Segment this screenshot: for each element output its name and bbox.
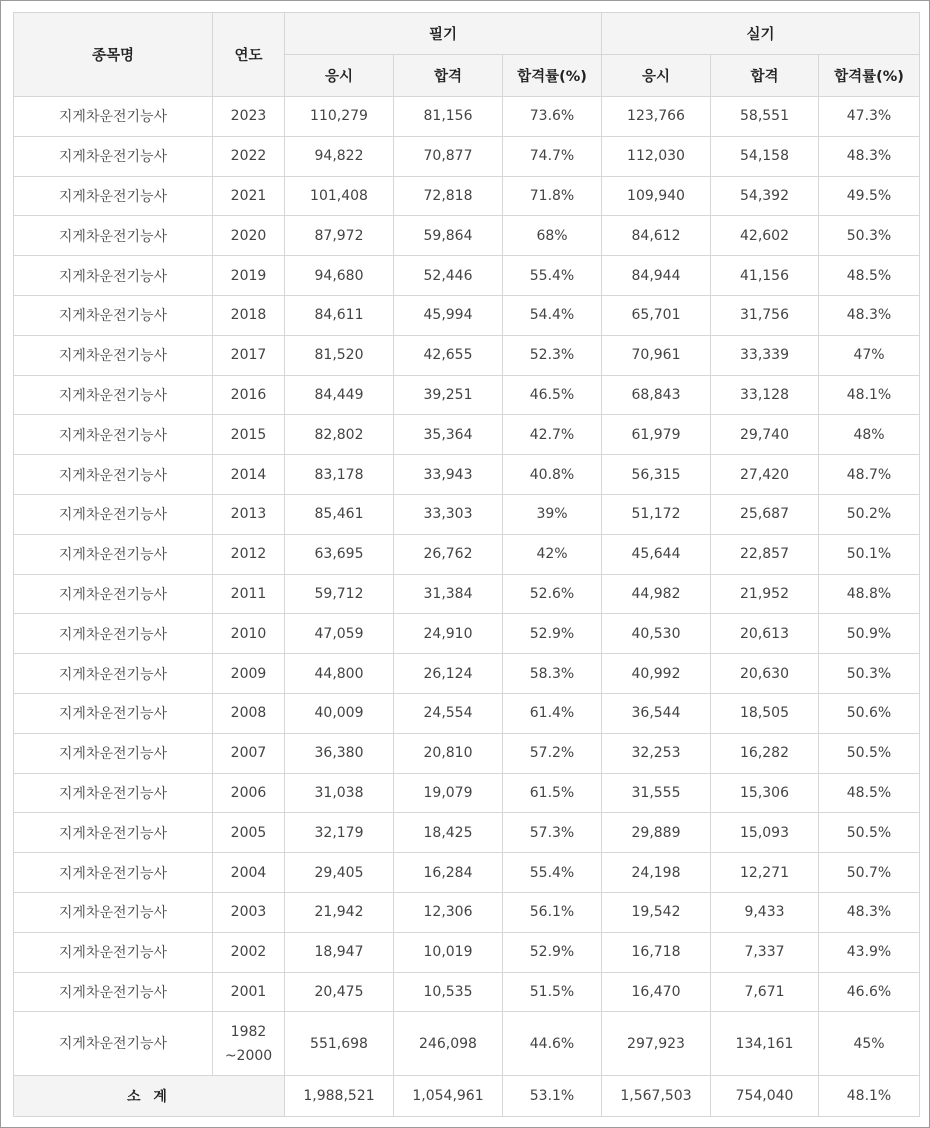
table-row	[14, 375, 920, 415]
year-cell: 1982 ~2000	[213, 1012, 285, 1076]
year-cell: 2002	[213, 932, 285, 972]
year-cell: 2017	[213, 335, 285, 375]
practical-pass-rate-cell: 48%	[819, 415, 920, 455]
written-pass-rate-cell: 52.3%	[503, 335, 602, 375]
practical-passed-cell: 21,952	[711, 574, 819, 614]
written-applied-cell: 47,059	[285, 614, 394, 654]
item-name-cell: 지게차운전기능사	[14, 654, 213, 694]
practical-pass-rate-cell: 48.1%	[819, 375, 920, 415]
practical-pass-rate-cell: 47%	[819, 335, 920, 375]
practical-passed-cell: 12,271	[711, 853, 819, 893]
written-pass-rate-cell: 55.4%	[503, 853, 602, 893]
practical-applied-cell: 61,979	[602, 415, 711, 455]
written-pass-rate-cell: 46.5%	[503, 375, 602, 415]
item-name-cell: 지게차운전기능사	[14, 972, 213, 1012]
written-applied-cell: 82,802	[285, 415, 394, 455]
written-applied-cell: 31,038	[285, 773, 394, 813]
written-pass-rate-cell: 44.6%	[503, 1012, 602, 1076]
item-name-cell: 지게차운전기능사	[14, 97, 213, 137]
written-applied-cell: 63,695	[285, 534, 394, 574]
header-written: 필기	[285, 13, 602, 55]
written-pass-rate-cell: 52.6%	[503, 574, 602, 614]
practical-pass-rate-cell: 43.9%	[819, 932, 920, 972]
practical-passed-cell: 15,093	[711, 813, 819, 853]
year-cell: 2016	[213, 375, 285, 415]
table-row	[14, 733, 920, 773]
header-practical-pass-rate: 합격률(%)	[819, 55, 920, 97]
practical-pass-rate-cell: 47.3%	[819, 97, 920, 137]
year-cell: 2021	[213, 176, 285, 216]
practical-pass-rate-cell: 50.1%	[819, 534, 920, 574]
written-pass-rate-cell: 55.4%	[503, 256, 602, 296]
table-row	[14, 892, 920, 932]
written-applied-cell: 29,405	[285, 853, 394, 893]
item-name-cell: 지게차운전기능사	[14, 375, 213, 415]
item-name-cell: 지게차운전기능사	[14, 534, 213, 574]
written-passed-cell: 16,284	[394, 853, 503, 893]
practical-pass-rate-cell: 50.5%	[819, 813, 920, 853]
written-passed-cell: 81,156	[394, 97, 503, 137]
year-cell: 2004	[213, 853, 285, 893]
table-row	[14, 654, 920, 694]
item-name-cell: 지게차운전기능사	[14, 853, 213, 893]
total-row	[14, 1076, 920, 1117]
written-passed-cell: 45,994	[394, 295, 503, 335]
practical-passed-cell: 33,128	[711, 375, 819, 415]
practical-applied-cell: 70,961	[602, 335, 711, 375]
header-practical: 실기	[602, 13, 920, 55]
written-pass-rate-cell: 56.1%	[503, 892, 602, 932]
table-row	[14, 455, 920, 495]
item-name-cell: 지게차운전기능사	[14, 773, 213, 813]
written-pass-rate-cell: 61.5%	[503, 773, 602, 813]
table-row	[14, 574, 920, 614]
table-row	[14, 693, 920, 733]
year-cell: 2013	[213, 494, 285, 534]
practical-pass-rate-cell: 50.3%	[819, 216, 920, 256]
practical-pass-rate-cell: 50.9%	[819, 614, 920, 654]
practical-pass-rate-cell: 48.3%	[819, 892, 920, 932]
header-written-pass-rate: 합격률(%)	[503, 55, 602, 97]
item-name-cell: 지게차운전기능사	[14, 932, 213, 972]
written-applied-cell: 94,680	[285, 256, 394, 296]
header-written-applied: 응시	[285, 55, 394, 97]
exam-statistics-table	[13, 12, 920, 1117]
table-row	[14, 972, 920, 1012]
practical-passed-cell: 25,687	[711, 494, 819, 534]
header-practical-applied: 응시	[602, 55, 711, 97]
item-name-cell: 지게차운전기능사	[14, 1012, 213, 1076]
written-pass-rate-cell: 73.6%	[503, 97, 602, 137]
item-name-cell: 지게차운전기능사	[14, 256, 213, 296]
total-written-applied: 1,988,521	[285, 1076, 394, 1117]
year-cell: 2007	[213, 733, 285, 773]
total-practical-applied: 1,567,503	[602, 1076, 711, 1117]
practical-passed-cell: 15,306	[711, 773, 819, 813]
practical-pass-rate-cell: 45%	[819, 1012, 920, 1076]
practical-applied-cell: 109,940	[602, 176, 711, 216]
practical-passed-cell: 42,602	[711, 216, 819, 256]
total-practical-pass-rate: 48.1%	[819, 1076, 920, 1117]
practical-applied-cell: 84,944	[602, 256, 711, 296]
year-cell: 2003	[213, 892, 285, 932]
year-cell: 2006	[213, 773, 285, 813]
practical-applied-cell: 36,544	[602, 693, 711, 733]
table-row	[14, 256, 920, 296]
written-applied-cell: 84,449	[285, 375, 394, 415]
written-passed-cell: 26,124	[394, 654, 503, 694]
practical-applied-cell: 112,030	[602, 136, 711, 176]
practical-applied-cell: 44,982	[602, 574, 711, 614]
written-applied-cell: 44,800	[285, 654, 394, 694]
practical-passed-cell: 20,613	[711, 614, 819, 654]
practical-passed-cell: 54,392	[711, 176, 819, 216]
practical-applied-cell: 56,315	[602, 455, 711, 495]
total-label: 소 계	[14, 1076, 285, 1117]
year-cell: 2012	[213, 534, 285, 574]
item-name-cell: 지게차운전기능사	[14, 455, 213, 495]
item-name-cell: 지게차운전기능사	[14, 574, 213, 614]
item-name-cell: 지게차운전기능사	[14, 415, 213, 455]
practical-passed-cell: 31,756	[711, 295, 819, 335]
practical-pass-rate-cell: 48.8%	[819, 574, 920, 614]
year-cell: 2010	[213, 614, 285, 654]
practical-passed-cell: 18,505	[711, 693, 819, 733]
written-pass-rate-cell: 51.5%	[503, 972, 602, 1012]
table-row	[14, 295, 920, 335]
year-cell: 2009	[213, 654, 285, 694]
table-row	[14, 813, 920, 853]
written-pass-rate-cell: 54.4%	[503, 295, 602, 335]
written-applied-cell: 18,947	[285, 932, 394, 972]
practical-passed-cell: 9,433	[711, 892, 819, 932]
practical-applied-cell: 32,253	[602, 733, 711, 773]
written-passed-cell: 12,306	[394, 892, 503, 932]
practical-applied-cell: 24,198	[602, 853, 711, 893]
written-pass-rate-cell: 52.9%	[503, 614, 602, 654]
written-passed-cell: 39,251	[394, 375, 503, 415]
practical-pass-rate-cell: 49.5%	[819, 176, 920, 216]
practical-applied-cell: 68,843	[602, 375, 711, 415]
table-row	[14, 614, 920, 654]
written-passed-cell: 42,655	[394, 335, 503, 375]
written-passed-cell: 10,019	[394, 932, 503, 972]
written-applied-cell: 81,520	[285, 335, 394, 375]
practical-passed-cell: 33,339	[711, 335, 819, 375]
written-applied-cell: 21,942	[285, 892, 394, 932]
total-written-passed: 1,054,961	[394, 1076, 503, 1117]
written-passed-cell: 18,425	[394, 813, 503, 853]
practical-applied-cell: 40,530	[602, 614, 711, 654]
practical-passed-cell: 29,740	[711, 415, 819, 455]
practical-applied-cell: 65,701	[602, 295, 711, 335]
item-name-cell: 지게차운전기능사	[14, 614, 213, 654]
written-passed-cell: 70,877	[394, 136, 503, 176]
practical-passed-cell: 16,282	[711, 733, 819, 773]
practical-pass-rate-cell: 50.5%	[819, 733, 920, 773]
written-applied-cell: 87,972	[285, 216, 394, 256]
table-row	[14, 97, 920, 137]
practical-pass-rate-cell: 50.7%	[819, 853, 920, 893]
table-row	[14, 216, 920, 256]
year-cell: 2019	[213, 256, 285, 296]
written-passed-cell: 52,446	[394, 256, 503, 296]
year-cell: 2011	[213, 574, 285, 614]
written-applied-cell: 20,475	[285, 972, 394, 1012]
practical-passed-cell: 7,671	[711, 972, 819, 1012]
practical-passed-cell: 134,161	[711, 1012, 819, 1076]
table-body	[14, 97, 920, 1076]
written-applied-cell: 85,461	[285, 494, 394, 534]
table-header	[14, 13, 920, 97]
practical-applied-cell: 29,889	[602, 813, 711, 853]
practical-pass-rate-cell: 48.3%	[819, 136, 920, 176]
practical-applied-cell: 40,992	[602, 654, 711, 694]
written-pass-rate-cell: 42%	[503, 534, 602, 574]
year-cell: 2023	[213, 97, 285, 137]
written-pass-rate-cell: 57.3%	[503, 813, 602, 853]
item-name-cell: 지게차운전기능사	[14, 335, 213, 375]
year-cell: 2018	[213, 295, 285, 335]
written-pass-rate-cell: 71.8%	[503, 176, 602, 216]
written-passed-cell: 35,364	[394, 415, 503, 455]
written-passed-cell: 33,303	[394, 494, 503, 534]
written-passed-cell: 246,098	[394, 1012, 503, 1076]
written-passed-cell: 31,384	[394, 574, 503, 614]
practical-applied-cell: 45,644	[602, 534, 711, 574]
practical-pass-rate-cell: 48.7%	[819, 455, 920, 495]
written-applied-cell: 101,408	[285, 176, 394, 216]
item-name-cell: 지게차운전기능사	[14, 813, 213, 853]
item-name-cell: 지게차운전기능사	[14, 892, 213, 932]
table-row	[14, 136, 920, 176]
written-applied-cell: 36,380	[285, 733, 394, 773]
table-footer	[14, 1076, 920, 1117]
item-name-cell: 지게차운전기능사	[14, 295, 213, 335]
table-row	[14, 932, 920, 972]
practical-passed-cell: 22,857	[711, 534, 819, 574]
year-cell: 2014	[213, 455, 285, 495]
written-passed-cell: 19,079	[394, 773, 503, 813]
practical-applied-cell: 84,612	[602, 216, 711, 256]
practical-pass-rate-cell: 50.3%	[819, 654, 920, 694]
practical-pass-rate-cell: 48.5%	[819, 256, 920, 296]
table-row	[14, 335, 920, 375]
written-pass-rate-cell: 39%	[503, 494, 602, 534]
item-name-cell: 지게차운전기능사	[14, 733, 213, 773]
year-cell: 2005	[213, 813, 285, 853]
total-written-pass-rate: 53.1%	[503, 1076, 602, 1117]
table-row	[14, 1012, 920, 1076]
year-cell: 2001	[213, 972, 285, 1012]
practical-pass-rate-cell: 48.3%	[819, 295, 920, 335]
practical-passed-cell: 41,156	[711, 256, 819, 296]
header-written-passed: 합격	[394, 55, 503, 97]
written-passed-cell: 24,910	[394, 614, 503, 654]
written-applied-cell: 40,009	[285, 693, 394, 733]
written-pass-rate-cell: 57.2%	[503, 733, 602, 773]
practical-applied-cell: 16,470	[602, 972, 711, 1012]
written-applied-cell: 94,822	[285, 136, 394, 176]
practical-passed-cell: 20,630	[711, 654, 819, 694]
practical-pass-rate-cell: 50.2%	[819, 494, 920, 534]
table-row	[14, 415, 920, 455]
practical-passed-cell: 54,158	[711, 136, 819, 176]
item-name-cell: 지게차운전기능사	[14, 216, 213, 256]
practical-applied-cell: 19,542	[602, 892, 711, 932]
item-name-cell: 지게차운전기능사	[14, 693, 213, 733]
practical-passed-cell: 27,420	[711, 455, 819, 495]
written-passed-cell: 26,762	[394, 534, 503, 574]
total-practical-passed: 754,040	[711, 1076, 819, 1117]
written-applied-cell: 551,698	[285, 1012, 394, 1076]
written-passed-cell: 59,864	[394, 216, 503, 256]
written-passed-cell: 24,554	[394, 693, 503, 733]
written-applied-cell: 110,279	[285, 97, 394, 137]
written-passed-cell: 20,810	[394, 733, 503, 773]
practical-pass-rate-cell: 50.6%	[819, 693, 920, 733]
practical-pass-rate-cell: 48.5%	[819, 773, 920, 813]
practical-applied-cell: 51,172	[602, 494, 711, 534]
written-pass-rate-cell: 74.7%	[503, 136, 602, 176]
practical-passed-cell: 58,551	[711, 97, 819, 137]
practical-passed-cell: 7,337	[711, 932, 819, 972]
written-applied-cell: 83,178	[285, 455, 394, 495]
year-cell: 2022	[213, 136, 285, 176]
table-row	[14, 773, 920, 813]
written-pass-rate-cell: 52.9%	[503, 932, 602, 972]
header-year: 연도	[213, 13, 285, 97]
practical-applied-cell: 31,555	[602, 773, 711, 813]
practical-applied-cell: 16,718	[602, 932, 711, 972]
written-passed-cell: 72,818	[394, 176, 503, 216]
table-row	[14, 494, 920, 534]
table-row	[14, 534, 920, 574]
written-applied-cell: 84,611	[285, 295, 394, 335]
written-applied-cell: 32,179	[285, 813, 394, 853]
practical-pass-rate-cell: 46.6%	[819, 972, 920, 1012]
written-pass-rate-cell: 58.3%	[503, 654, 602, 694]
written-pass-rate-cell: 61.4%	[503, 693, 602, 733]
year-cell: 2008	[213, 693, 285, 733]
item-name-cell: 지게차운전기능사	[14, 494, 213, 534]
item-name-cell: 지게차운전기능사	[14, 136, 213, 176]
practical-applied-cell: 123,766	[602, 97, 711, 137]
written-passed-cell: 10,535	[394, 972, 503, 1012]
header-practical-passed: 합격	[711, 55, 819, 97]
year-cell: 2015	[213, 415, 285, 455]
written-pass-rate-cell: 42.7%	[503, 415, 602, 455]
item-name-cell: 지게차운전기능사	[14, 176, 213, 216]
header-item-name: 종목명	[14, 13, 213, 97]
written-applied-cell: 59,712	[285, 574, 394, 614]
written-passed-cell: 33,943	[394, 455, 503, 495]
year-cell: 2020	[213, 216, 285, 256]
table-row	[14, 853, 920, 893]
practical-applied-cell: 297,923	[602, 1012, 711, 1076]
table-row	[14, 176, 920, 216]
written-pass-rate-cell: 68%	[503, 216, 602, 256]
written-pass-rate-cell: 40.8%	[503, 455, 602, 495]
